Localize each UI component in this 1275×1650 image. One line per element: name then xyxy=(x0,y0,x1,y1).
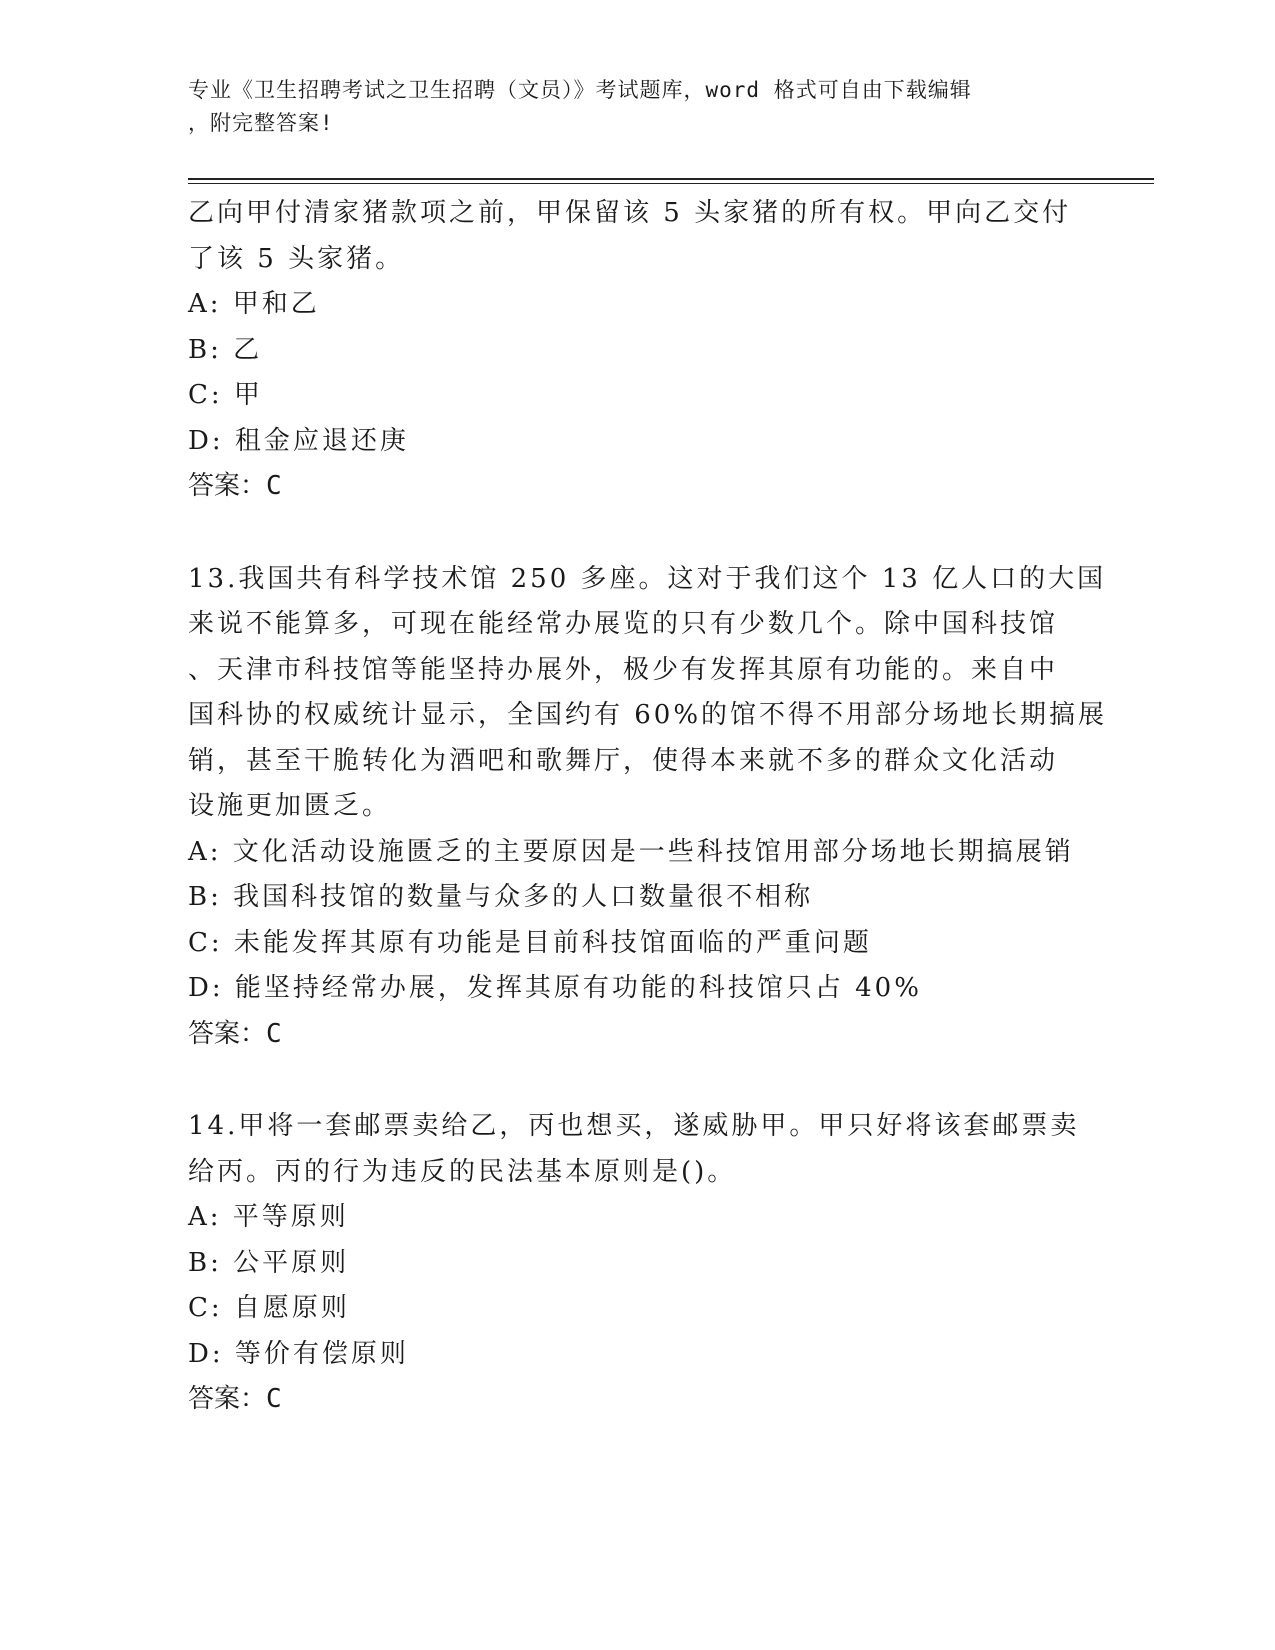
option-c: C: 甲 xyxy=(188,380,263,410)
option-a: A: 平等原则 xyxy=(188,1202,349,1232)
option-b: B: 乙 xyxy=(188,334,263,365)
option-a: A: 文化活动设施匮乏的主要原因是一些科技馆用部分场地长期搞展销 xyxy=(188,836,1074,867)
question-text-line: 、天津市科技馆等能坚持办展外，极少有发挥其原有功能的。来自中 xyxy=(188,654,1059,685)
question-text-line: 14.甲将一套邮票卖给乙，丙也想买，遂威胁甲。甲只好将该套邮票卖 xyxy=(188,1111,1080,1141)
option-d: D: 等价有偿原则 xyxy=(188,1338,409,1369)
header-rule-thick xyxy=(188,178,1154,180)
answer-line: 答案：C xyxy=(188,1018,282,1049)
option-c: C: 自愿原则 xyxy=(188,1293,350,1323)
question-14 xyxy=(188,1104,1088,1423)
question-text-line: 国科协的权威统计显示，全国约有 60%的馆不得不用部分场地长期搞展 xyxy=(188,700,1108,730)
option-b: B: 我国科技馆的数量与众多的人口数量很不相称 xyxy=(188,882,814,912)
question-text-line: 销，甚至干脆转化为酒吧和歌舞厅，使得本来就不多的群众文化活动 xyxy=(188,745,1059,776)
header-line-2: ，附完整答案! xyxy=(188,111,334,135)
option-c: C: 未能发挥其原有功能是目前科技馆面临的严重问题 xyxy=(188,927,872,958)
question-text-line: 了该 5 头家猪。 xyxy=(188,243,405,274)
question-spacer xyxy=(188,1057,1088,1104)
question-text-line: 来说不能算多，可现在能经常办展览的只有少数几个。除中国科技馆 xyxy=(188,609,1059,639)
document-body xyxy=(188,191,1108,1423)
option-a: A: 甲和乙 xyxy=(188,289,320,319)
header-line-1: 专业《卫生招聘考试之卫生招聘（文员）》考试题库，word 格式可自由下载编辑 xyxy=(188,78,972,102)
question-text-line: 设施更加匮乏。 xyxy=(188,791,392,821)
document-header xyxy=(188,74,1088,140)
question-spacer xyxy=(188,510,1088,557)
option-b: B: 公平原则 xyxy=(188,1247,350,1278)
question-text-line: 13.我国共有科学技术馆 250 多座。这对于我们这个 13 亿人口的大国 xyxy=(188,563,1107,594)
answer-line: 答案：C xyxy=(188,1384,282,1414)
answer-line: 答案：C xyxy=(188,471,282,501)
question-text-line: 乙向甲付清家猪款项之前，甲保留该 5 头家猪的所有权。甲向乙交付 xyxy=(188,198,1072,228)
question-12 xyxy=(188,191,1088,510)
option-d: D: 能坚持经常办展，发挥其原有功能的科技馆只占 40% xyxy=(188,973,922,1003)
question-13 xyxy=(188,557,1108,1058)
option-d: D: 租金应退还庚 xyxy=(188,425,409,456)
header-rule-thin xyxy=(188,183,1154,184)
question-text-line: 给丙。丙的行为违反的民法基本原则是()。 xyxy=(188,1156,737,1187)
